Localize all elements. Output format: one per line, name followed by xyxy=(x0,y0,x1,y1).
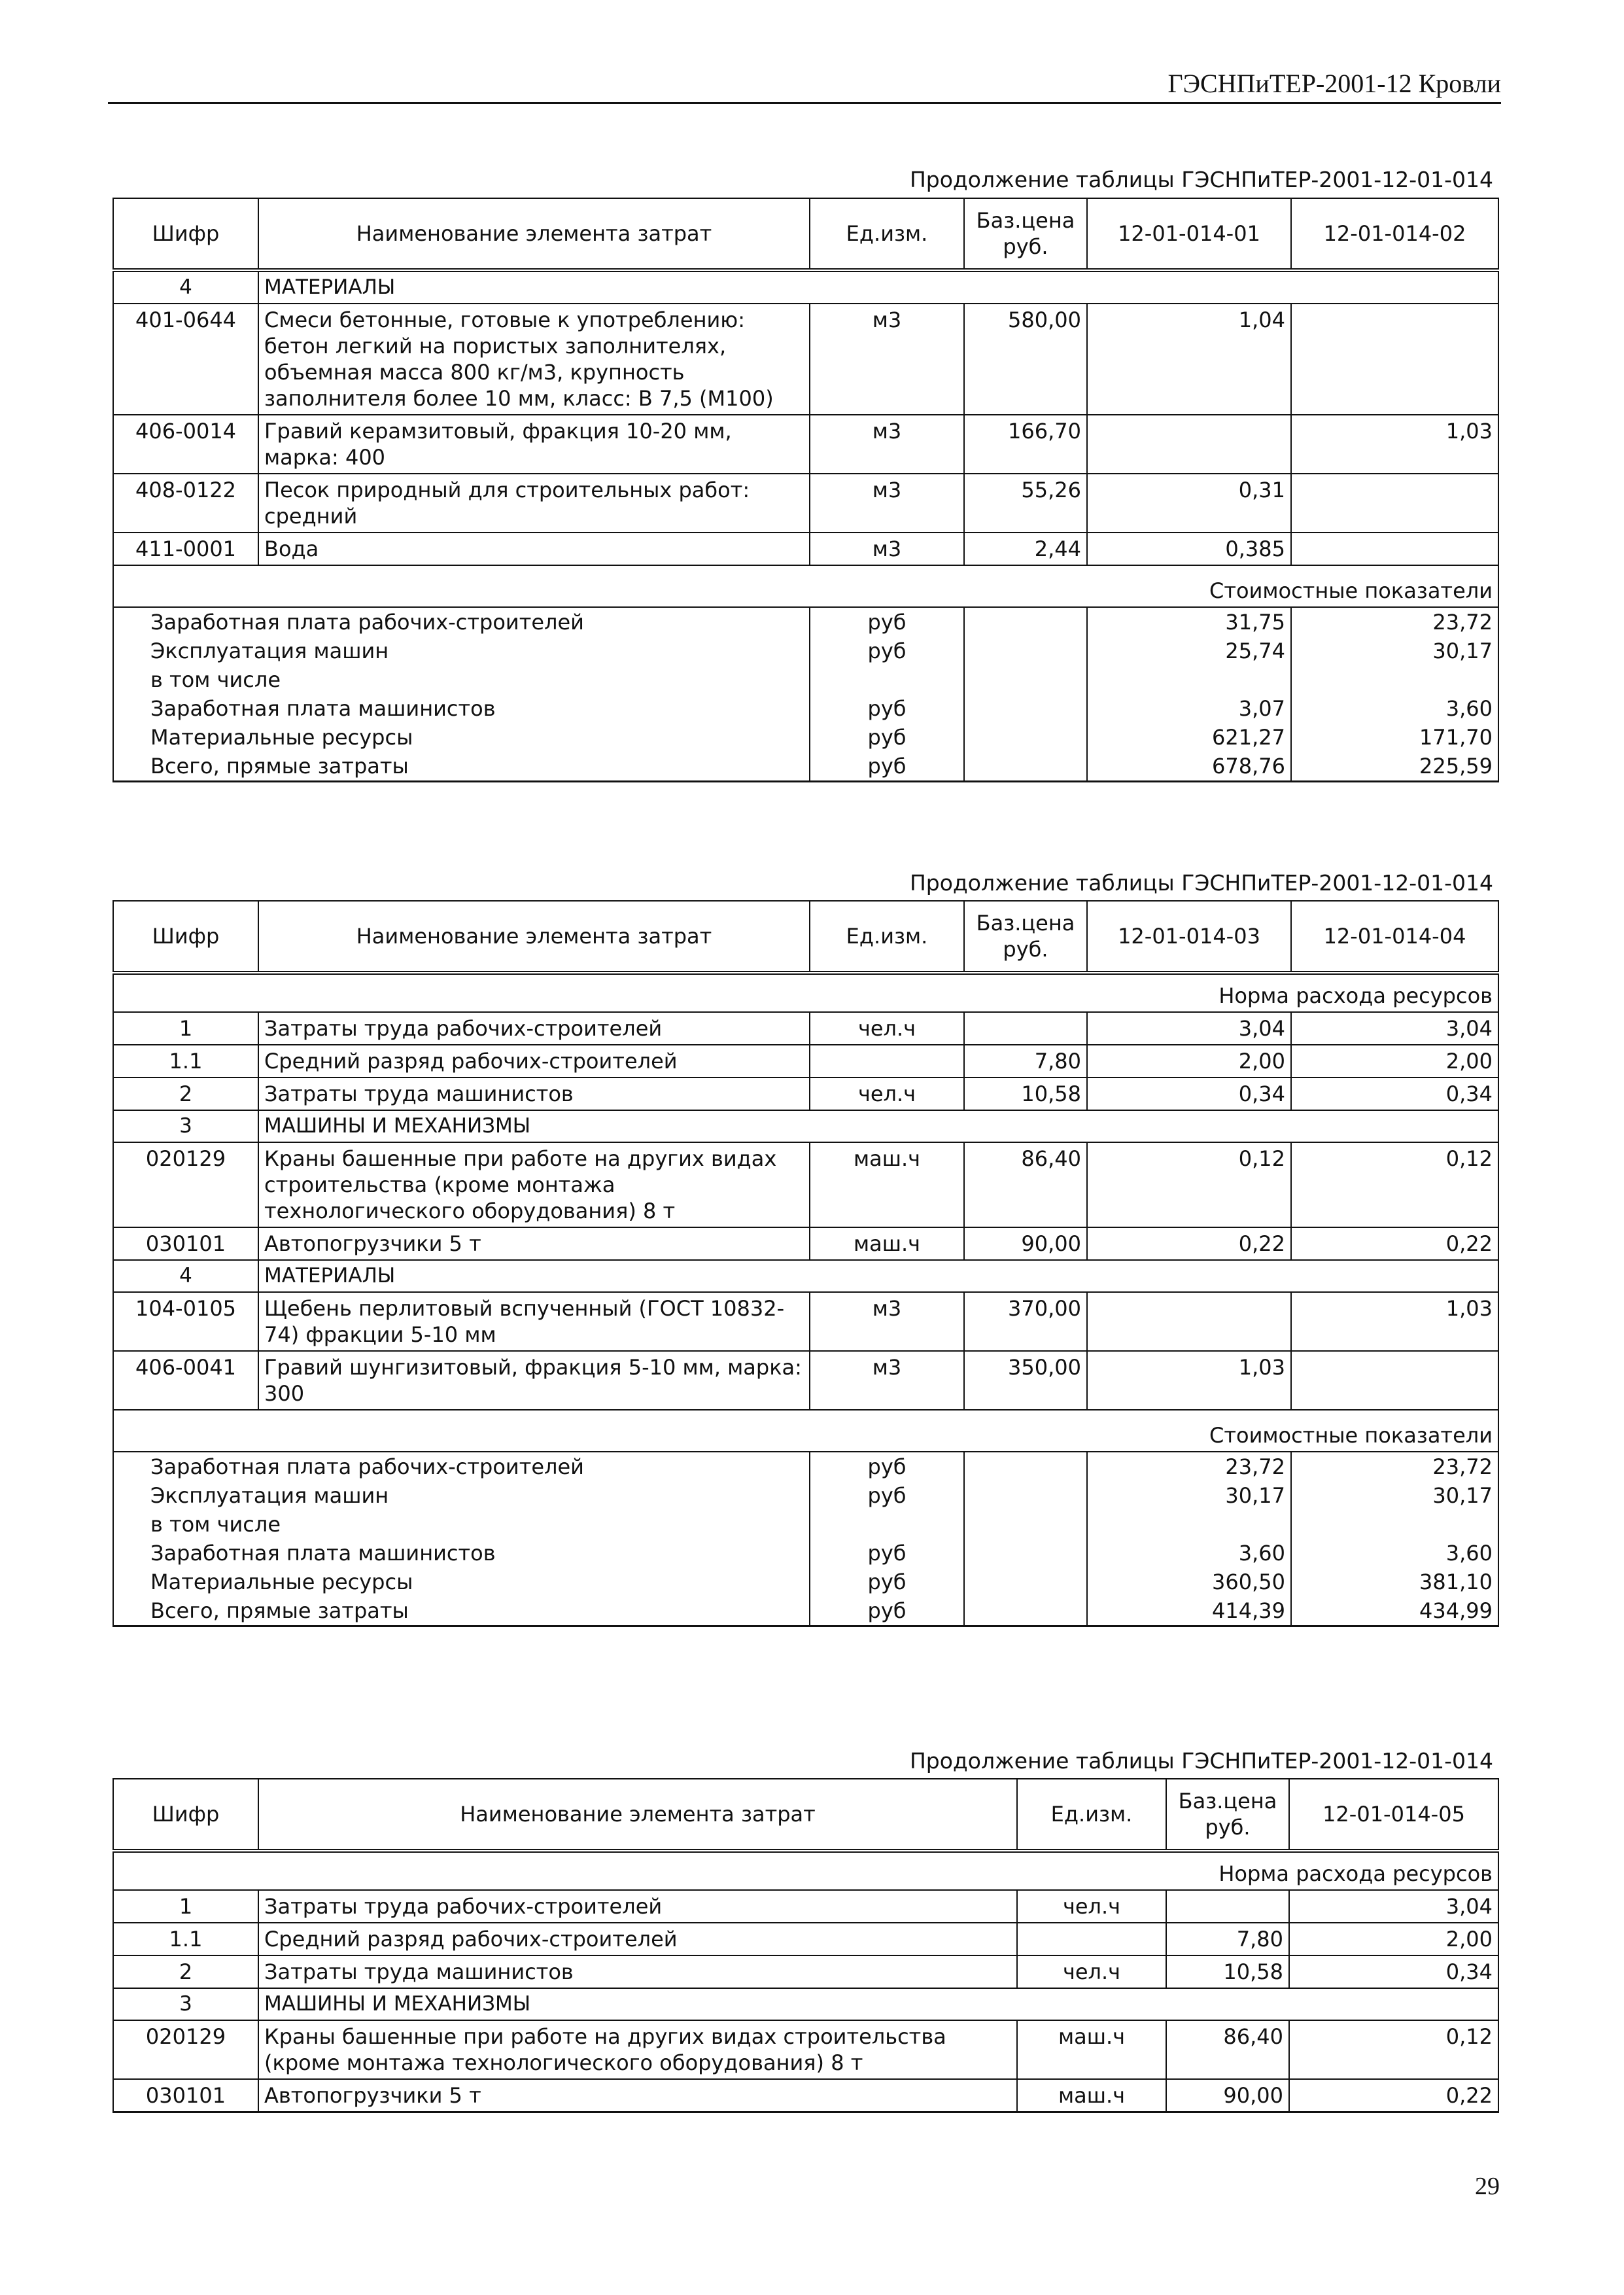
cost-indicators-label: Стоимостные показатели xyxy=(113,565,1498,607)
summary-value-2: 30,17 xyxy=(1291,637,1498,665)
row-name: Затраты труда машинистов xyxy=(258,1955,1017,1988)
row-unit: маш.ч xyxy=(810,1142,964,1227)
section-number: 4 xyxy=(113,270,258,304)
row-code: 1.1 xyxy=(113,1045,258,1077)
resource-norm-label: Норма расхода ресурсов xyxy=(113,1851,1498,1890)
summary-value-1: 25,74 xyxy=(1087,637,1291,665)
row-value-1: 0,22 xyxy=(1289,2079,1498,2112)
summary-value-1: 621,27 xyxy=(1087,723,1291,752)
col-header-norm-2: 12-01-014-04 xyxy=(1291,901,1498,973)
summary-row xyxy=(113,694,1498,723)
row-price: 55,26 xyxy=(964,474,1087,533)
col-header-norm-1: 12-01-014-03 xyxy=(1087,901,1291,973)
summary-label: в том числе xyxy=(113,1510,810,1539)
table-row xyxy=(113,1142,1498,1227)
summary-label: Всего, прямые затраты xyxy=(113,752,810,782)
cost-indicators-row xyxy=(113,565,1498,607)
row-name: Смеси бетонные, готовые к употреблению: бетон легкий на пористых заполнителях, объемная масса 800 кг/м3, крупность заполнителя более 10 мм, класс: В 7,5 (М100) xyxy=(258,304,810,415)
section-title: МАШИНЫ И МЕХАНИЗМЫ xyxy=(258,1988,1498,2020)
summary-value-2: 3,60 xyxy=(1291,1539,1498,1568)
row-value-2 xyxy=(1291,533,1498,565)
row-price: 370,00 xyxy=(964,1292,1087,1351)
row-unit: м3 xyxy=(810,415,964,474)
row-name: Гравий шунгизитовый, фракция 5-10 мм, марка: 300 xyxy=(258,1351,810,1410)
row-code: 2 xyxy=(113,1077,258,1110)
row-unit: м3 xyxy=(810,304,964,415)
row-name: Средний разряд рабочих-строителей xyxy=(258,1045,810,1077)
summary-value-2: 434,99 xyxy=(1291,1596,1498,1626)
table-caption: Продолжение таблицы ГЭСНПиТЕР-2001-12-01-014 xyxy=(909,1748,1493,1774)
row-unit: чел.ч xyxy=(810,1012,964,1045)
header-title: ГЭСНПиТЕР-2001-12 Кровли xyxy=(1167,69,1501,98)
row-value-1: 0,34 xyxy=(1087,1077,1291,1110)
row-name: Средний разряд рабочих-строителей xyxy=(258,1923,1017,1955)
col-header-unit: Ед.изм. xyxy=(810,901,964,973)
col-header-unit: Ед.изм. xyxy=(810,198,964,270)
row-unit xyxy=(810,1045,964,1077)
row-value-1: 2,00 xyxy=(1289,1923,1498,1955)
summary-row xyxy=(113,1539,1498,1568)
section-row-machines xyxy=(113,1988,1498,2020)
col-header-code: Шифр xyxy=(113,198,258,270)
table-caption: Продолжение таблицы ГЭСНПиТЕР-2001-12-01-014 xyxy=(909,870,1493,896)
summary-unit: руб xyxy=(810,1596,964,1626)
row-value-1: 0,31 xyxy=(1087,474,1291,533)
table-row xyxy=(113,474,1498,533)
summary-label: в том числе xyxy=(113,665,810,694)
summary-row xyxy=(113,723,1498,752)
summary-unit: руб xyxy=(810,1452,964,1481)
row-unit xyxy=(1017,1923,1166,1955)
summary-value-2: 23,72 xyxy=(1291,1452,1498,1481)
row-price: 86,40 xyxy=(964,1142,1087,1227)
summary-row xyxy=(113,1510,1498,1539)
summary-row xyxy=(113,1596,1498,1626)
row-unit: чел.ч xyxy=(1017,1955,1166,1988)
table-row xyxy=(113,533,1498,565)
row-code: 104-0105 xyxy=(113,1292,258,1351)
summary-label: Материальные ресурсы xyxy=(113,1568,810,1596)
row-name: Автопогрузчики 5 т xyxy=(258,1227,810,1260)
table-row xyxy=(113,2079,1498,2112)
summary-value-1: 3,60 xyxy=(1087,1539,1291,1568)
row-price xyxy=(964,1012,1087,1045)
summary-row xyxy=(113,1452,1498,1481)
row-unit: маш.ч xyxy=(810,1227,964,1260)
row-unit: маш.ч xyxy=(1017,2079,1166,2112)
table-row xyxy=(113,2020,1498,2079)
section-row-machines xyxy=(113,1110,1498,1142)
table-header-row xyxy=(113,1779,1498,1851)
summary-unit: руб xyxy=(810,694,964,723)
summary-row xyxy=(113,607,1498,637)
row-value-2: 0,22 xyxy=(1291,1227,1498,1260)
col-header-norm-1: 12-01-014-05 xyxy=(1289,1779,1498,1851)
summary-unit: руб xyxy=(810,1481,964,1510)
row-price: 90,00 xyxy=(964,1227,1087,1260)
summary-unit: руб xyxy=(810,607,964,637)
summary-value-1: 23,72 xyxy=(1087,1452,1291,1481)
row-name: Гравий керамзитовый, фракция 10-20 мм, марка: 400 xyxy=(258,415,810,474)
summary-value-1: 31,75 xyxy=(1087,607,1291,637)
table-row xyxy=(113,1077,1498,1110)
summary-unit: руб xyxy=(810,637,964,665)
row-price: 580,00 xyxy=(964,304,1087,415)
section-row-materials xyxy=(113,1260,1498,1292)
row-name: Затраты труда машинистов xyxy=(258,1077,810,1110)
summary-label: Заработная плата рабочих-строителей xyxy=(113,607,810,637)
summary-value-2: 381,10 xyxy=(1291,1568,1498,1596)
table-row xyxy=(113,415,1498,474)
row-unit: м3 xyxy=(810,1351,964,1410)
row-name: Затраты труда рабочих-строителей xyxy=(258,1012,810,1045)
row-value-1: 3,04 xyxy=(1087,1012,1291,1045)
row-unit: м3 xyxy=(810,474,964,533)
row-price: 90,00 xyxy=(1166,2079,1289,2112)
summary-label: Эксплуатация машин xyxy=(113,637,810,665)
row-value-2 xyxy=(1291,304,1498,415)
summary-label: Заработная плата машинистов xyxy=(113,1539,810,1568)
summary-value-1: 30,17 xyxy=(1087,1481,1291,1510)
section-number: 3 xyxy=(113,1988,258,2020)
table-row xyxy=(113,1045,1498,1077)
resource-table-1 xyxy=(112,198,1499,782)
resource-norm-label: Норма расхода ресурсов xyxy=(113,973,1498,1012)
table-row xyxy=(113,304,1498,415)
table-row xyxy=(113,1890,1498,1923)
section-title: МАШИНЫ И МЕХАНИЗМЫ xyxy=(258,1110,1498,1142)
col-header-name: Наименование элемента затрат xyxy=(258,901,810,973)
row-value-2: 2,00 xyxy=(1291,1045,1498,1077)
row-code: 408-0122 xyxy=(113,474,258,533)
col-header-norm-1: 12-01-014-01 xyxy=(1087,198,1291,270)
table-header-row xyxy=(113,901,1498,973)
row-name: Автопогрузчики 5 т xyxy=(258,2079,1017,2112)
resource-norm-row xyxy=(113,1851,1498,1890)
row-price xyxy=(1166,1890,1289,1923)
summary-value-2: 30,17 xyxy=(1291,1481,1498,1510)
page-number: 29 xyxy=(1475,2173,1500,2200)
table-row xyxy=(113,1955,1498,1988)
table-caption: Продолжение таблицы ГЭСНПиТЕР-2001-12-01-014 xyxy=(909,167,1493,192)
col-header-norm-2: 12-01-014-02 xyxy=(1291,198,1498,270)
table-row xyxy=(113,1923,1498,1955)
row-unit: м3 xyxy=(810,533,964,565)
summary-label: Всего, прямые затраты xyxy=(113,1596,810,1626)
row-value-1: 3,04 xyxy=(1289,1890,1498,1923)
table-row xyxy=(113,1351,1498,1410)
row-name: Песок природный для строительных работ: средний xyxy=(258,474,810,533)
row-name: Краны башенные при работе на других видах строительства (кроме монтажа технологического оборудования) 8 т xyxy=(258,1142,810,1227)
summary-label: Заработная плата рабочих-строителей xyxy=(113,1452,810,1481)
row-value-1: 0,12 xyxy=(1087,1142,1291,1227)
summary-row xyxy=(113,1568,1498,1596)
cost-indicators-row xyxy=(113,1410,1498,1452)
summary-value-1: 360,50 xyxy=(1087,1568,1291,1596)
row-value-1: 1,03 xyxy=(1087,1351,1291,1410)
table-row xyxy=(113,1012,1498,1045)
cost-indicators-label: Стоимостные показатели xyxy=(113,1410,1498,1452)
row-price: 7,80 xyxy=(964,1045,1087,1077)
row-code: 406-0014 xyxy=(113,415,258,474)
row-value-1: 0,12 xyxy=(1289,2020,1498,2079)
col-header-unit: Ед.изм. xyxy=(1017,1779,1166,1851)
row-code: 030101 xyxy=(113,1227,258,1260)
row-price: 86,40 xyxy=(1166,2020,1289,2079)
row-value-1: 0,34 xyxy=(1289,1955,1498,1988)
summary-value-2: 23,72 xyxy=(1291,607,1498,637)
resource-table-2 xyxy=(112,900,1499,1627)
row-name: Краны башенные при работе на других видах строительства (кроме монтажа технологического оборудования) 8 т xyxy=(258,2020,1017,2079)
table-row xyxy=(113,1227,1498,1260)
row-value-1: 0,385 xyxy=(1087,533,1291,565)
col-header-name: Наименование элемента затрат xyxy=(258,198,810,270)
row-code: 401-0644 xyxy=(113,304,258,415)
col-header-price: Баз.цена руб. xyxy=(964,901,1087,973)
row-value-1 xyxy=(1087,1292,1291,1351)
summary-value-2: 3,60 xyxy=(1291,694,1498,723)
row-price: 7,80 xyxy=(1166,1923,1289,1955)
table-header-row xyxy=(113,198,1498,270)
row-value-2 xyxy=(1291,1351,1498,1410)
row-name: Вода xyxy=(258,533,810,565)
row-price: 166,70 xyxy=(964,415,1087,474)
row-value-2: 1,03 xyxy=(1291,1292,1498,1351)
row-price: 10,58 xyxy=(1166,1955,1289,1988)
summary-row xyxy=(113,1481,1498,1510)
row-value-2: 1,03 xyxy=(1291,415,1498,474)
summary-unit: руб xyxy=(810,752,964,782)
summary-value-1: 3,07 xyxy=(1087,694,1291,723)
row-code: 1.1 xyxy=(113,1923,258,1955)
summary-label: Материальные ресурсы xyxy=(113,723,810,752)
row-name: Затраты труда рабочих-строителей xyxy=(258,1890,1017,1923)
row-unit: чел.ч xyxy=(810,1077,964,1110)
row-code: 2 xyxy=(113,1955,258,1988)
row-value-2: 0,34 xyxy=(1291,1077,1498,1110)
summary-value-2: 171,70 xyxy=(1291,723,1498,752)
row-name: Щебень перлитовый вспученный (ГОСТ 10832-74) фракции 5-10 мм xyxy=(258,1292,810,1351)
row-code: 406-0041 xyxy=(113,1351,258,1410)
summary-value-1: 414,39 xyxy=(1087,1596,1291,1626)
row-value-2: 3,04 xyxy=(1291,1012,1498,1045)
row-code: 411-0001 xyxy=(113,533,258,565)
summary-unit: руб xyxy=(810,1568,964,1596)
col-header-price: Баз.цена руб. xyxy=(1166,1779,1289,1851)
summary-value-1: 678,76 xyxy=(1087,752,1291,782)
row-value-1 xyxy=(1087,415,1291,474)
summary-row xyxy=(113,752,1498,782)
section-number: 4 xyxy=(113,1260,258,1292)
row-code: 1 xyxy=(113,1012,258,1045)
row-code: 1 xyxy=(113,1890,258,1923)
col-header-code: Шифр xyxy=(113,1779,258,1851)
resource-norm-row xyxy=(113,973,1498,1012)
summary-label: Заработная плата машинистов xyxy=(113,694,810,723)
row-value-1: 2,00 xyxy=(1087,1045,1291,1077)
row-value-1: 1,04 xyxy=(1087,304,1291,415)
col-header-name: Наименование элемента затрат xyxy=(258,1779,1017,1851)
row-value-2 xyxy=(1291,474,1498,533)
summary-label: Эксплуатация машин xyxy=(113,1481,810,1510)
row-value-1: 0,22 xyxy=(1087,1227,1291,1260)
row-unit: маш.ч xyxy=(1017,2020,1166,2079)
summary-unit: руб xyxy=(810,1539,964,1568)
page-header xyxy=(108,65,1501,104)
section-title: МАТЕРИАЛЫ xyxy=(258,270,1498,304)
col-header-price: Баз.цена руб. xyxy=(964,198,1087,270)
summary-unit: руб xyxy=(810,723,964,752)
summary-row xyxy=(113,665,1498,694)
row-unit: чел.ч xyxy=(1017,1890,1166,1923)
row-price: 350,00 xyxy=(964,1351,1087,1410)
col-header-code: Шифр xyxy=(113,901,258,973)
section-row-materials xyxy=(113,270,1498,304)
section-number: 3 xyxy=(113,1110,258,1142)
summary-row xyxy=(113,637,1498,665)
row-value-2: 0,12 xyxy=(1291,1142,1498,1227)
row-code: 020129 xyxy=(113,2020,258,2079)
section-title: МАТЕРИАЛЫ xyxy=(258,1260,1498,1292)
row-code: 030101 xyxy=(113,2079,258,2112)
row-code: 020129 xyxy=(113,1142,258,1227)
resource-table-3 xyxy=(112,1778,1499,2113)
row-price: 2,44 xyxy=(964,533,1087,565)
table-row xyxy=(113,1292,1498,1351)
row-unit: м3 xyxy=(810,1292,964,1351)
row-price: 10,58 xyxy=(964,1077,1087,1110)
summary-value-2: 225,59 xyxy=(1291,752,1498,782)
